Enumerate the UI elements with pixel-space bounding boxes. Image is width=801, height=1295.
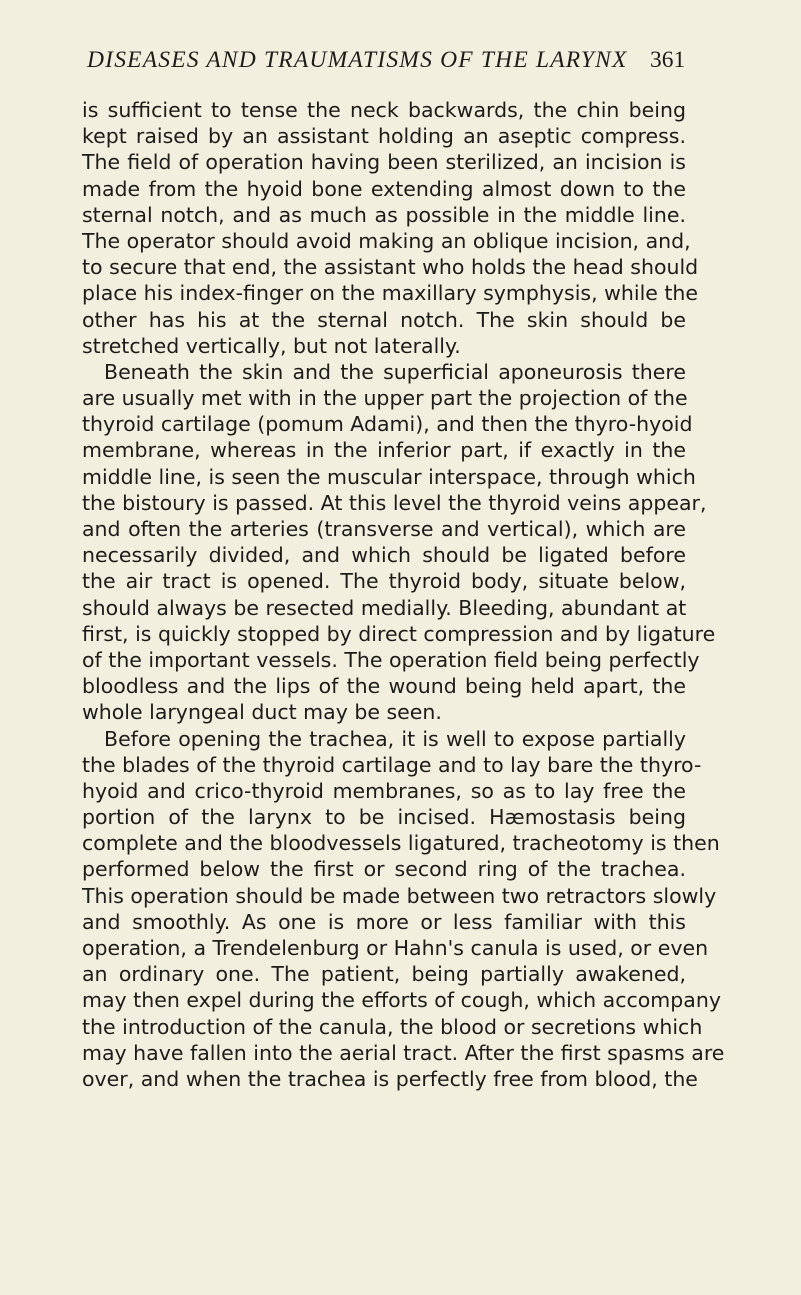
text-line: Before opening the trachea, it is well to expose partially xyxy=(104,726,686,751)
text-line: stretched vertically, but not laterally. xyxy=(82,333,461,358)
paragraph xyxy=(82,726,725,1093)
text-line: and often the arteries (transverse and vertical), which are xyxy=(82,517,686,541)
running-header xyxy=(87,47,687,83)
text-line: may have fallen into the aerial tract. After the first spasms are xyxy=(82,1040,725,1065)
text-line: over, and when the trachea is perfectly free from blood, the xyxy=(82,1066,698,1091)
text-line: should always be resected medially. Bleeding, abundant at xyxy=(82,595,687,620)
text-line: may then expel during the efforts of cough, which accompany xyxy=(82,988,721,1013)
text-line: other has his at the sternal notch. The skin should be xyxy=(82,307,686,332)
text-line: is sufficient to tense the neck backwards, the chin being xyxy=(82,98,686,122)
text-line: necessarily divided, and which should be ligated before xyxy=(82,543,686,568)
text-line: complete and the bloodvessels ligatured, tracheotomy is then xyxy=(82,831,720,856)
text-line: The field of operation having been sterilized, an incision is xyxy=(82,150,686,175)
text-line: the bistoury is passed. At this level the thyroid veins appear, xyxy=(82,490,707,515)
text-line: the blades of the thyroid cartilage and to lay bare the thyro- xyxy=(82,752,702,777)
text-line: performed below the first or second ring of the trachea. xyxy=(82,857,686,882)
text-line: sternal notch, and as much as possible in the middle line. xyxy=(82,202,686,227)
text-line: the introduction of the canula, the blood or secretions which xyxy=(82,1014,703,1039)
text-line: the air tract is opened. The thyroid body, situate below, xyxy=(82,569,686,594)
text-line: bloodless and the lips of the wound being held apart, the xyxy=(82,674,686,699)
paragraph xyxy=(82,97,699,359)
text-line: and smoothly. As one is more or less familiar with this xyxy=(82,909,686,934)
running-header-title: DISEASES AND TRAUMATISMS OF THE LARYNX xyxy=(87,47,628,73)
text-line: to secure that end, the assistant who holds the head should xyxy=(82,255,699,280)
text-line: This operation should be made between two retractors slowly xyxy=(82,883,717,908)
text-line: Beneath the skin and the superficial aponeurosis there xyxy=(104,359,686,384)
text-line: of the important vessels. The operation field being perfectly xyxy=(82,647,700,672)
text-line: The operator should avoid making an oblique incision, and, xyxy=(82,228,691,253)
text-line: made from the hyoid bone extending almost down to the xyxy=(82,176,686,201)
text-line: thyroid cartilage (pomum Adami), and then the thyro-hyoid xyxy=(82,412,693,437)
text-line: whole laryngeal duct may be seen. xyxy=(82,700,442,725)
text-line: are usually met with in the upper part the projection of the xyxy=(82,386,688,411)
page-number: 361 xyxy=(650,47,686,73)
text-line: an ordinary one. The patient, being partially awakened, xyxy=(82,962,686,987)
text-line: membrane, whereas in the inferior part, if exactly in the xyxy=(82,438,686,463)
text-line: first, is quickly stopped by direct compression and by ligature xyxy=(82,621,716,646)
paragraph xyxy=(82,359,716,726)
text-line: middle line, is seen the muscular interspace, through which xyxy=(82,464,696,489)
body-text xyxy=(82,97,725,1092)
text-line: kept raised by an assistant holding an aseptic compress. xyxy=(82,124,686,149)
text-line: portion of the larynx to be incised. Hæmostasis being xyxy=(82,805,686,830)
text-line: operation, a Trendelenburg or Hahn's canula is used, or even xyxy=(82,936,709,960)
text-line: hyoid and crico-thyroid membranes, so as to lay free the xyxy=(82,778,686,803)
text-line: place his index-finger on the maxillary symphysis, while the xyxy=(82,281,699,306)
